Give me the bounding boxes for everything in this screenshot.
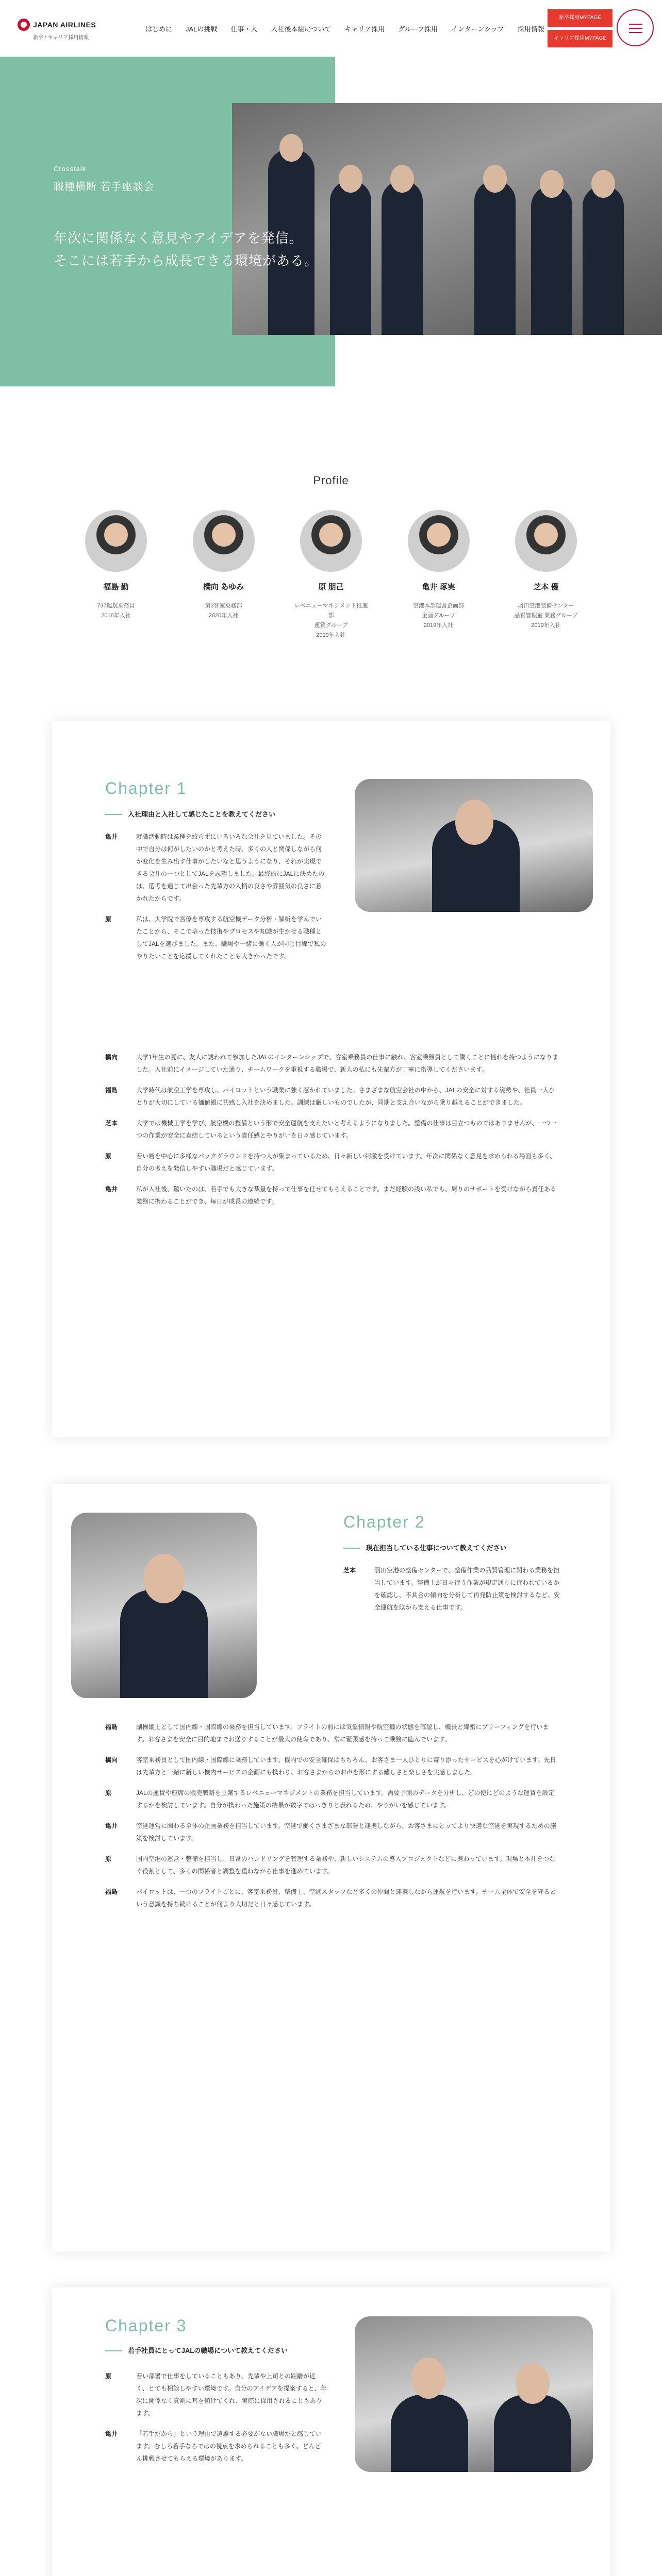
chapter-3-card <box>52 2287 610 2576</box>
speaker-name: 亀井 <box>105 2430 118 2437</box>
logo-text: JAPAN AIRLINES <box>33 21 96 29</box>
speaker-name: 福島 <box>105 1723 118 1731</box>
profile-item <box>507 510 585 640</box>
profile-item <box>292 510 370 640</box>
chapter-side-qa <box>105 2370 327 2473</box>
speaker-name: 原 <box>105 916 112 923</box>
site-header <box>0 0 662 57</box>
speaker-name: 原 <box>105 1153 112 1160</box>
profile-heading: Profile <box>313 474 349 487</box>
qa-row <box>105 1183 559 1208</box>
chapter-2-card <box>52 1484 610 2251</box>
site-logo[interactable] <box>18 19 110 41</box>
chapter-side-qa <box>343 1564 565 1622</box>
person-figure <box>531 185 572 335</box>
speaker-text: 空港運営に関わる全体の企画業務を担当しています。空港で働くさまざまな部署と連携しながら、お客さまにとってより快適な空港を実現するための施策を検討しています。 <box>136 1822 556 1842</box>
profile-name: 芝本 優 <box>533 583 559 591</box>
qa-row <box>105 2370 327 2419</box>
nav-item-internship[interactable]: インターンシップ <box>451 25 504 33</box>
qa-row <box>105 1853 559 1877</box>
person-head <box>540 170 564 198</box>
person-figure <box>583 185 624 335</box>
speaker-name: 福島 <box>105 1087 118 1094</box>
speaker-text: JALの運賃や座席の販売戦略を立案するレベニューマネジメントの業務を担当しています。需要予測のデータを分析し、どの便にどのような運賃を設定するかを検討しています。自分が携わった施策の結果が数字ではっきりと表れるため、やりがいを感じています。 <box>136 1789 555 1809</box>
qa-row <box>105 831 327 905</box>
crane-logo-icon <box>18 19 30 31</box>
hamburger-icon-line <box>629 28 642 29</box>
qa-row <box>105 1754 559 1778</box>
speaker-text: 「若手だから」という理由で遠慮する必要がない職場だと感じています。むしろ若手ならではの視点を求められることも多く、どんどん挑戦させてもらえる環境があります。 <box>136 2430 322 2462</box>
qa-row <box>105 1820 559 1844</box>
person-head <box>455 800 493 845</box>
speaker-text: 就職活動時は業種を絞らずにいろいろな会社を見ていました。その中で自分は何がしたいのかと考えた時、多くの人と関係しながら何か変化を生み出す仕事がしたいなと思うようになり、それが実現できる会社の一つとしてJALを志望しました。最終的にJALに決めたのは、選考を通じて出会った先輩方の人柄の良さや雰囲気の良さに惹かれたからです。 <box>136 833 325 902</box>
speaker-text: 客室乗務員として国内線・国際線に乗務しています。機内での安全確保はもちろん、お客さま一人ひとりに寄り添ったサービスを心がけています。先日は先輩方と一緒に新しい機内サービスの企画にも携わり、お客さまからのお声を形にする難しさと楽しさを実感しました。 <box>136 1756 556 1776</box>
person-head <box>516 2363 550 2404</box>
speaker-text: 羽田空港の整備センターで、整備作業の品質管理に関わる業務を担当しています。整備士が日々行う作業が規定通りに行われているかを確認し、不具合の傾向を分析して再発防止策を検討するなど、安全運航を陰から支える仕事です。 <box>374 1567 560 1611</box>
speaker-name: 橋向 <box>105 1054 118 1061</box>
nav-item-after-joining[interactable]: 入社後本組について <box>271 25 332 33</box>
profile-item <box>400 510 477 640</box>
speaker-text: 国内空港の運営・整備を担当し、日常のハンドリングを管理する業務や、新しいシステムの導入プロジェクトなどに携わっています。現場と本社をつなぐ役割として、多くの関係者と調整を重ねながら仕事を進めています。 <box>136 1855 556 1875</box>
new-grad-mypage-button[interactable]: 新卒採用MYPAGE <box>548 9 613 27</box>
profile-item <box>185 510 262 640</box>
speaker-text: 若い層を中心に多様なバックグラウンドを持つ人が集まっているため、日々新しい刺激を受けています。年次に関係なく意見を求められる場面も多く、自分の考えを発信しやすい職場だと感じています。 <box>136 1153 556 1172</box>
speaker-text: 私は、大学院で宮僚を専攻する航空機データ分析・解析を学んでいたことから、そこで培った技術やプロセスや知識が生かせる職種としてJALを選びました。また、職場や一緒に働く人が同じ目線で私のやりたいことを応援してくれたことも大きかったです。 <box>136 916 326 960</box>
qa-row <box>105 1084 559 1109</box>
nav-item-group[interactable]: グループ採用 <box>398 25 438 33</box>
speaker-name: 橋向 <box>105 1756 118 1764</box>
hamburger-icon-line <box>629 32 642 33</box>
chapter-1-photo <box>355 779 593 912</box>
nav-item-career[interactable]: キャリア採用 <box>344 25 385 33</box>
person-head <box>143 1554 185 1603</box>
logo-subtitle: 新卒 / キャリア採用情報 <box>33 35 89 41</box>
nav-item-challenge[interactable]: JALの挑戦 <box>186 25 218 33</box>
profile-list <box>77 510 585 640</box>
speaker-name: 亀井 <box>105 1822 118 1829</box>
chapter-question: 現在担当している仕事について教えてください <box>366 1543 572 1554</box>
hero-eyebrow: Crosstalk <box>54 165 87 173</box>
qa-row <box>105 1051 559 1076</box>
avatar <box>515 510 577 572</box>
qa-row <box>105 1787 559 1811</box>
nav-item-intro[interactable]: はじめに <box>145 25 173 33</box>
speaker-name: 芝本 <box>343 1567 356 1574</box>
profile-item <box>77 510 155 640</box>
speaker-text: 大学1年生の夏に、友人に誘われて参加したJALのインターンシップで、客室乗務員の仕事に触れ、客室乗務員として働くことに憧れを持つようになりました。入社前にイメージしていた通り、チームワークを重視する職場で、新人の私にも先輩方が丁寧に指導してくださいます。 <box>136 1054 558 1073</box>
speaker-name: 亀井 <box>105 833 118 840</box>
speaker-name: 原 <box>105 1789 112 1797</box>
hero-copy <box>54 227 318 272</box>
person-figure <box>391 2395 468 2472</box>
person-figure <box>382 180 423 335</box>
speaker-text: 副操縦士として国内線・国際線の乗務を担当しています。フライトの前には気象情報や航空機の状態を確認し、機長と綿密にブリーフィングを行います。お客さまを安全に目的地までお送りすることが最大の使命であり、常に緊張感を持って乗務に臨んでいます。 <box>136 1723 549 1743</box>
chapter-label: Chapter 1 <box>105 779 187 798</box>
person-figure <box>120 1590 208 1698</box>
speaker-text: 若い部署で仕事をしていることもあり、先輩や上司との距離が近く、とても相談しやすい環境です。自分のアイデアを提案すると、年次に関係なく真剣に耳を傾けてくれ、実際に採用されることもあります。 <box>136 2372 327 2417</box>
chapter-full-qa <box>105 1051 559 1216</box>
menu-button[interactable] <box>617 9 654 46</box>
avatar <box>408 510 470 572</box>
chapter-question: 入社理由と入社して感じたことを教えてください <box>128 809 324 820</box>
profile-info: 羽田空港整備センター 品質管理室 業務グループ 2019年入社 <box>514 603 578 629</box>
profile-info: 空港本部運営企画部 企画グループ 2019年入社 <box>413 603 464 629</box>
profile-info: レベニューマネジメント推進部 運賃グループ 2019年入社 <box>294 603 368 638</box>
person-head <box>339 165 362 193</box>
person-figure <box>474 180 516 335</box>
profile-info: 737運航乗務員 2018年入社 <box>97 603 135 619</box>
speaker-name: 原 <box>105 1855 112 1862</box>
person-figure <box>494 2395 571 2472</box>
qa-row <box>105 1150 559 1175</box>
chapter-full-qa <box>105 1721 559 1919</box>
speaker-name: 亀井 <box>105 1185 118 1193</box>
speaker-text: 大学時代は航空工学を専攻し、パイロットという職業に強く惹かれていました。さまざまな航空会社の中から、JALの安全に対する姿勢や、社員一人ひとりが大切にしている価値観に共感し入社を決めました。訓練は厳しいものでしたが、同期と支え合いながら乗り越えることができました。 <box>136 1087 555 1106</box>
nav-item-work-people[interactable]: 仕事・人 <box>230 25 258 33</box>
profile-info: 第3客室乗務部 2020年入社 <box>205 603 242 619</box>
qa-row <box>343 1564 565 1614</box>
chapter-label: Chapter 2 <box>343 1513 425 1531</box>
hamburger-icon <box>629 24 642 25</box>
qa-row <box>105 1117 559 1142</box>
nav-item-recruit-info[interactable]: 採用情報 <box>517 25 544 33</box>
avatar <box>85 510 147 572</box>
speaker-name: 福島 <box>105 1888 118 1895</box>
profile-name: 橋向 あゆみ <box>203 583 244 591</box>
speaker-name: 原 <box>105 2372 112 2380</box>
qa-row <box>105 1721 559 1745</box>
hero-copy-line: そこには若手から成長できる環境がある。 <box>54 253 319 268</box>
hero-group-photo <box>232 103 662 335</box>
person-head <box>591 170 615 198</box>
career-mypage-button[interactable]: キャリア採用MYPAGE <box>548 30 613 47</box>
chapter-label: Chapter 3 <box>105 2316 187 2335</box>
chapter-3-photo <box>355 2316 593 2472</box>
qa-row <box>105 1886 559 1910</box>
person-head <box>411 2358 445 2399</box>
speaker-text: 大学では機械工学を学び、航空機の整備という形で安全運航を支えたいと考えるようになりました。整備の仕事は目立つものではありませんが、一つ一つの作業が安全に直結しているという責任感とやりがいを日々感じています。 <box>136 1120 557 1139</box>
person-figure <box>330 180 371 335</box>
hero-title: 職種横断 若手座談会 <box>54 181 155 193</box>
profile-name: 原 朋己 <box>318 583 344 591</box>
chapter-question: 若手社員にとってJALの職場について教えてください <box>128 2345 324 2357</box>
chapter-2-photo <box>71 1513 257 1698</box>
chapter-1-card <box>52 721 610 1437</box>
speaker-text: パイロットは、一つのフライトごとに、客室乗務員、整備士、空港スタッフなど多くの仲間と連携しながら運航を行います。チーム全体で安全を守るという意識を持ち続けることが何より大切だと日々感じています。 <box>136 1888 556 1908</box>
avatar <box>300 510 362 572</box>
global-nav <box>145 24 544 33</box>
speaker-name: 芝本 <box>105 1120 118 1127</box>
profile-name: 亀井 琢実 <box>422 583 455 591</box>
speaker-text: 私が入社後、驚いたのは、若手でも大きな裁量を持って仕事を任せてもらえることです。まだ経験の浅い私でも、周りのサポートを受けながら責任ある業務に携わることができ、毎日が成長の連続です。 <box>136 1185 557 1205</box>
qa-row <box>105 2428 327 2465</box>
person-head <box>483 165 507 193</box>
avatar <box>193 510 255 572</box>
person-head <box>390 165 414 193</box>
hero-copy-line: 年次に関係なく意見やアイデアを発信。 <box>54 230 303 246</box>
profile-name: 福島 勤 <box>103 583 129 591</box>
chapter-side-qa <box>105 831 327 971</box>
qa-row <box>105 913 327 962</box>
person-head <box>279 134 303 162</box>
